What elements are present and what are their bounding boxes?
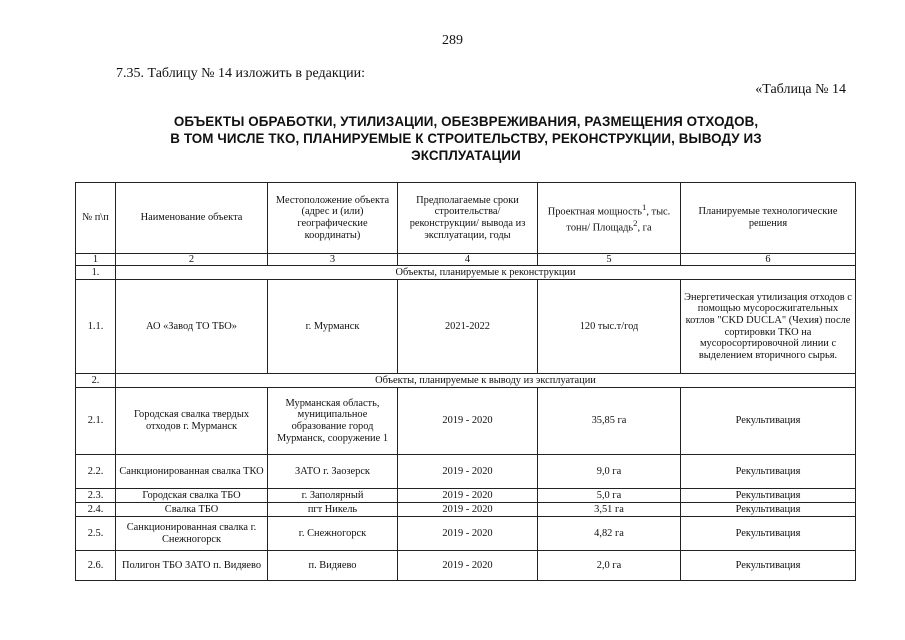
row-number: 2.3. bbox=[76, 489, 116, 503]
object-dates: 2019 - 2020 bbox=[398, 388, 538, 455]
section-title: Объекты, планируемые к выводу из эксплуатации bbox=[116, 374, 856, 388]
object-capacity: 5,0 га bbox=[538, 489, 681, 503]
section-number: 1. bbox=[76, 266, 116, 280]
section-title: Объекты, планируемые к реконструкции bbox=[116, 266, 856, 280]
object-tech: Рекультивация bbox=[681, 517, 856, 551]
row-number: 1.1. bbox=[76, 280, 116, 374]
object-capacity: 3,51 га bbox=[538, 503, 681, 517]
row-number: 2.2. bbox=[76, 455, 116, 489]
object-location: ЗАТО г. Заозерск bbox=[268, 455, 398, 489]
object-capacity: 120 тыс.т/год bbox=[538, 280, 681, 374]
heading-line-2: В ТОМ ЧИСЛЕ ТКО, ПЛАНИРУЕМЫЕ К СТРОИТЕЛЬСТВУ, РЕКОНСТРУКЦИИ, ВЫВОДУ ИЗ bbox=[170, 131, 762, 146]
object-dates: 2019 - 2020 bbox=[398, 455, 538, 489]
waste-objects-table bbox=[75, 182, 856, 581]
column-number: 3 bbox=[268, 254, 398, 266]
object-name: Городская свалка ТБО bbox=[116, 489, 268, 503]
object-name: АО «Завод ТО ТБО» bbox=[116, 280, 268, 374]
object-tech: Рекультивация bbox=[681, 455, 856, 489]
object-dates: 2019 - 2020 bbox=[398, 551, 538, 581]
table-row bbox=[76, 455, 856, 489]
object-dates: 2021-2022 bbox=[398, 280, 538, 374]
col-header-name: Наименование объекта bbox=[116, 183, 268, 254]
object-location: Мурманская область, муниципальное образование город Мурманск, сооружение 1 bbox=[268, 388, 398, 455]
object-dates: 2019 - 2020 bbox=[398, 503, 538, 517]
object-name: Свалка ТБО bbox=[116, 503, 268, 517]
object-tech: Рекультивация bbox=[681, 489, 856, 503]
column-number: 5 bbox=[538, 254, 681, 266]
header-row bbox=[76, 183, 856, 254]
column-number: 4 bbox=[398, 254, 538, 266]
section-row bbox=[76, 374, 856, 388]
table-row bbox=[76, 551, 856, 581]
row-number: 2.4. bbox=[76, 503, 116, 517]
object-capacity: 2,0 га bbox=[538, 551, 681, 581]
section-row bbox=[76, 266, 856, 280]
object-location: г. Мурманск bbox=[268, 280, 398, 374]
amendment-instruction: 7.35. Таблицу № 14 изложить в редакции: bbox=[116, 66, 365, 81]
column-number: 6 bbox=[681, 254, 856, 266]
object-tech: Рекультивация bbox=[681, 551, 856, 581]
object-location: г. Снежногорск bbox=[268, 517, 398, 551]
row-number: 2.6. bbox=[76, 551, 116, 581]
object-capacity: 35,85 га bbox=[538, 388, 681, 455]
section-number: 2. bbox=[76, 374, 116, 388]
object-name: Санкционированная свалка г. Снежногорск bbox=[116, 517, 268, 551]
object-name: Санкционированная свалка ТКО bbox=[116, 455, 268, 489]
table-row bbox=[76, 280, 856, 374]
table-row bbox=[76, 489, 856, 503]
table-row bbox=[76, 388, 856, 455]
object-capacity: 9,0 га bbox=[538, 455, 681, 489]
heading-line-3: ЭКСПЛУАТАЦИИ bbox=[411, 148, 521, 163]
object-capacity: 4,82 га bbox=[538, 517, 681, 551]
col-header-location: Местоположение объекта (адрес и (или) географические координаты) bbox=[268, 183, 398, 254]
col-header-dates: Предполагаемые сроки строительства/ реконструкции/ вывода из эксплуатации, годы bbox=[398, 183, 538, 254]
object-dates: 2019 - 2020 bbox=[398, 517, 538, 551]
col-header-capacity: Проектная мощность$^1$, тыс. тонн/ Площадь$^2$, га bbox=[538, 183, 681, 254]
object-location: г. Заполярный bbox=[268, 489, 398, 503]
object-tech: Энергетическая утилизация отходов с помощью мусоросжигательных котлов "CKD DUCLA" (Чехия) после сортировки ТКО на мусоросортировочной линии с выделением вторичного сырья. bbox=[681, 280, 856, 374]
column-numbers-row bbox=[76, 254, 856, 266]
object-location: пгт Никель bbox=[268, 503, 398, 517]
object-name: Полигон ТБО ЗАТО п. Видяево bbox=[116, 551, 268, 581]
page-number: 289 bbox=[442, 33, 463, 48]
col-header-tech: Планируемые технологические решения bbox=[681, 183, 856, 254]
row-number: 2.1. bbox=[76, 388, 116, 455]
table-row bbox=[76, 503, 856, 517]
object-tech: Рекультивация bbox=[681, 388, 856, 455]
column-number: 1 bbox=[76, 254, 116, 266]
object-dates: 2019 - 2020 bbox=[398, 489, 538, 503]
object-tech: Рекультивация bbox=[681, 503, 856, 517]
table-label: «Таблица № 14 bbox=[755, 82, 846, 97]
table-heading bbox=[86, 113, 846, 164]
table-row bbox=[76, 517, 856, 551]
col-header-num: № п\п bbox=[76, 183, 116, 254]
object-location: п. Видяево bbox=[268, 551, 398, 581]
row-number: 2.5. bbox=[76, 517, 116, 551]
heading-line-1: ОБЪЕКТЫ ОБРАБОТКИ, УТИЛИЗАЦИИ, ОБЕЗВРЕЖИВАНИЯ, РАЗМЕЩЕНИЯ ОТХОДОВ, bbox=[173, 114, 759, 129]
object-name: Городская свалка твердых отходов г. Мурманск bbox=[116, 388, 268, 455]
column-number: 2 bbox=[116, 254, 268, 266]
